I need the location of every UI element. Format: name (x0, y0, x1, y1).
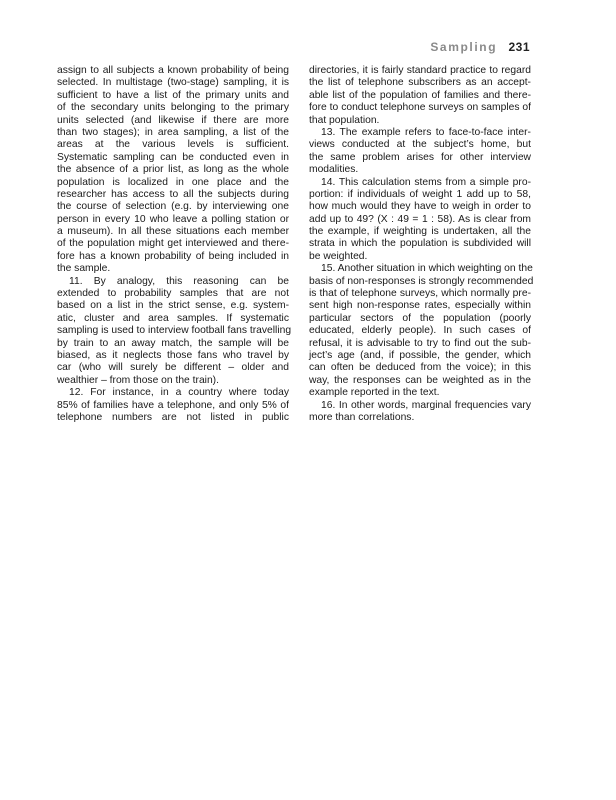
text-line: biased, as it neglects those fans who travel by (57, 349, 289, 361)
text-line: the same problem arises for other interview (309, 151, 531, 163)
text-line: than two stages); in area sampling, a list of the (57, 126, 289, 138)
text-line: directories, it is fairly standard practice to regard (309, 65, 531, 76)
text-line: selected. In multistage (two-stage) sampling, it is (57, 77, 289, 89)
text-line: how much would they have to weigh in order to (309, 201, 531, 213)
text-line: a museum). In all these situations each member (57, 226, 289, 238)
text-line: wealthier – from those on the train). (57, 374, 219, 386)
text-line: 11. By analogy, this reasoning can be (69, 275, 289, 287)
text-line: of the population might get interviewed and there- (57, 238, 289, 250)
text-line: the sample. (57, 263, 111, 275)
text-line: atic, cluster and area samples. If systematic (57, 312, 289, 324)
text-line: 14. This calculation stems from a simple pro- (321, 176, 531, 188)
text-line: refusal, it is advisable to try to find out the sub- (309, 337, 531, 349)
paragraph (309, 400, 531, 425)
text-line: able list of the population of families and there- (309, 89, 531, 101)
text-line: example reported in the text. (309, 387, 440, 399)
text-line: population is localized in one place and the (57, 176, 289, 188)
text-line: of the secondary units belonging to the primary (57, 102, 289, 114)
text-line: can often be deduced from the voice); in this (309, 362, 531, 374)
text-line: fore has a known probability of being included in (57, 250, 289, 262)
text-line: 13. The example refers to face-to-face inter- (321, 126, 531, 138)
text-line: sufficient to have a list of the primary units and (57, 89, 289, 101)
paragraph (309, 127, 531, 177)
text-line: Systematic sampling can be conducted even in (57, 151, 289, 163)
text-line: person in every 10 who leave a polling station or (57, 213, 289, 225)
text-line: assign to all subjects a known probability of being (57, 65, 289, 76)
text-line: basis of non-responses is strongly recommended (309, 275, 534, 287)
text-line: add up to 49? (X : 49 = 1 : 58). As is clear from (309, 213, 531, 225)
text-line: the list of telephone subscribers as an accept- (309, 77, 531, 89)
page-number: 231 (508, 40, 530, 54)
paragraph (57, 275, 292, 388)
text-line: the example, if weighting is undertaken, all the (309, 226, 531, 238)
text-line: way, the responses can be weighted as in the (309, 374, 531, 386)
paragraph (57, 65, 289, 276)
text-line: sampling is used to interview football fans travelling (57, 325, 292, 337)
text-line: particular sectors of the population (poorly (309, 312, 531, 324)
text-line: views conducted at the subject’s home, but (309, 139, 531, 151)
text-line: extended to probability samples that are not (57, 288, 289, 300)
text-line: that population. (309, 114, 380, 126)
paragraph (57, 387, 289, 424)
text-line: units selected (and likewise if there are more (57, 114, 289, 126)
text-line: fore to conduct telephone surveys on samples of (309, 102, 531, 114)
text-line: modalities. (309, 164, 359, 176)
text-line: ject’s age (and, if possible, the gender, which (309, 349, 531, 361)
paragraph (309, 65, 531, 127)
text-line: sent high non-response rates, especially within (309, 300, 531, 312)
text-line: the absence of a prior list, as long as the whole (57, 164, 289, 176)
text-column-left (57, 65, 292, 424)
text-line: by train to an away match, the sample will be (57, 337, 289, 349)
text-line: areas at the various levels is sufficient. (57, 139, 289, 151)
text-line: 85% of families have a telephone, and only 5% of (57, 399, 289, 411)
text-line: the course of selection (e.g. by interviewing one (57, 201, 289, 213)
paragraph (309, 177, 531, 264)
text-line: is that of telephone surveys, which normally pre- (309, 288, 531, 300)
text-line: researcher has access to all the subjects during (57, 188, 289, 200)
text-line: telephone numbers are not listed in public (57, 411, 289, 423)
paragraph (309, 263, 534, 399)
text-line: more than correlations. (309, 411, 415, 423)
text-line: 15. Another situation in which weighting on the (321, 263, 533, 275)
text-line: strata in which the population is subdivided will (309, 238, 531, 250)
text-line: based on a list in the strict sense, e.g. system- (57, 300, 289, 312)
text-line: 12. For instance, in a country where today (69, 387, 289, 399)
text-line: educated, elderly people). In such cases of (309, 325, 531, 337)
text-line: car (who will surely be different – older and (57, 362, 289, 374)
text-line: 16. In other words, marginal frequencies vary (321, 399, 531, 411)
running-header (430, 40, 530, 54)
text-line: be weighted. (309, 250, 368, 262)
text-line: portion: if individuals of weight 1 add up to 58, (309, 188, 531, 200)
text-column-right (309, 65, 534, 424)
running-header-title: Sampling (430, 40, 498, 54)
